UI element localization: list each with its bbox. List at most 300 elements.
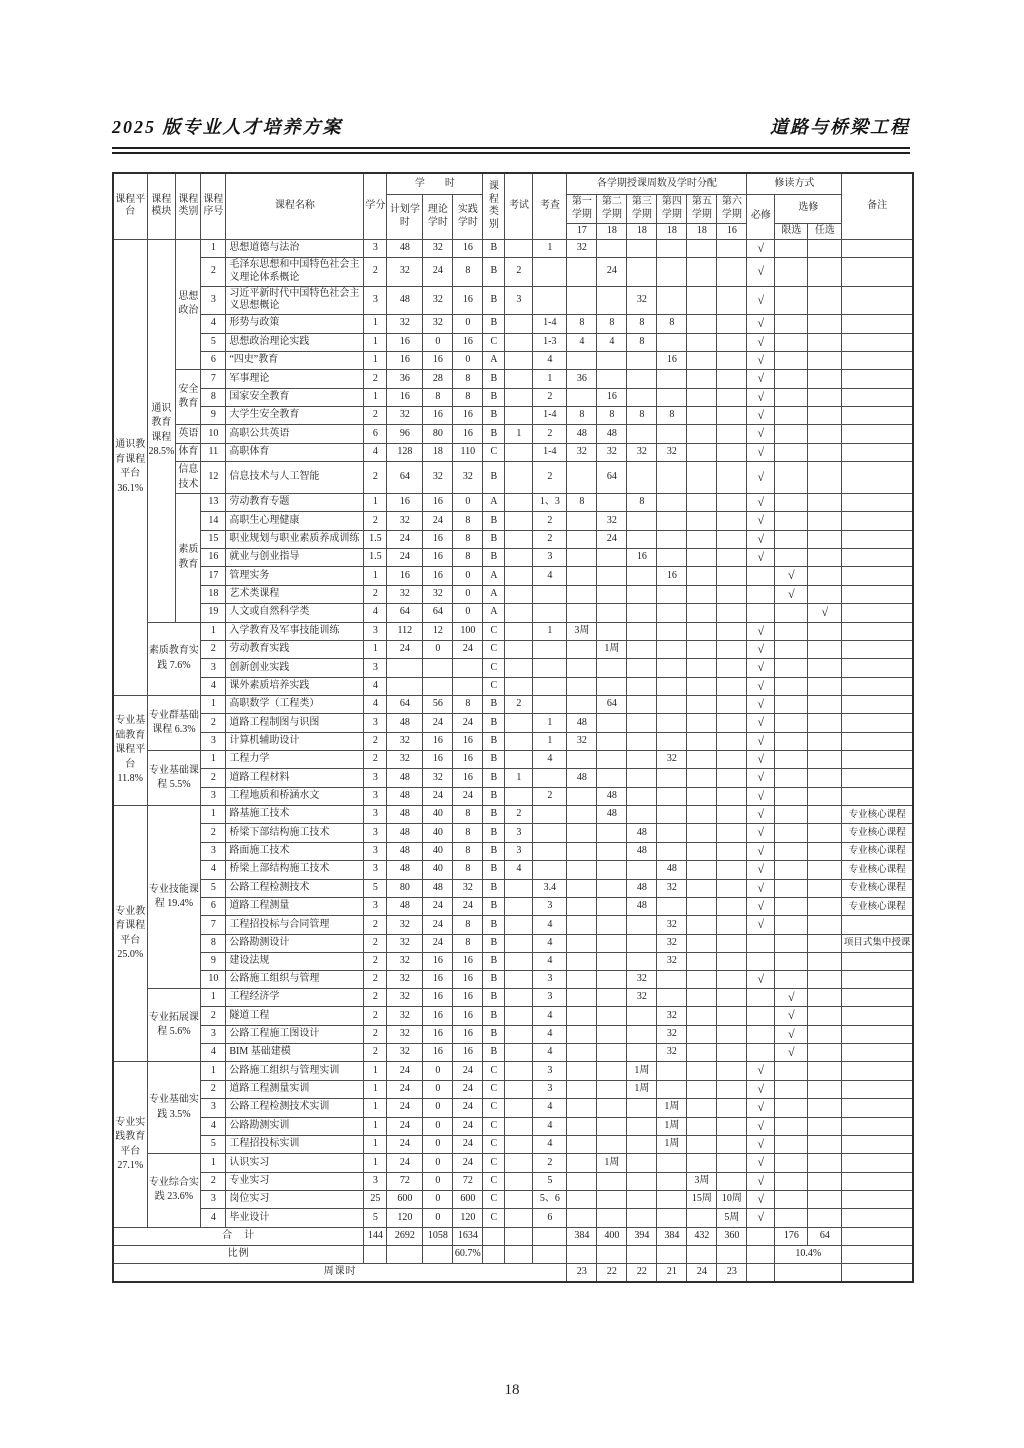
note-cell: 专业核心课程 bbox=[842, 824, 913, 842]
course-credits: 2 bbox=[364, 732, 387, 750]
semester-hours-5 bbox=[687, 695, 717, 713]
semester-hours-1: 8 bbox=[567, 494, 597, 512]
semester-hours-1 bbox=[567, 934, 597, 952]
theory-hours: 0 bbox=[423, 640, 453, 658]
course-type: B bbox=[483, 714, 505, 732]
note-cell bbox=[842, 462, 913, 494]
note-cell: 项目式集中授课 bbox=[842, 934, 913, 952]
limited-check bbox=[775, 286, 808, 315]
theory-hours: 0 bbox=[423, 1099, 453, 1117]
semester-hours-3 bbox=[627, 1025, 657, 1043]
required-check: √ bbox=[747, 351, 775, 369]
course-name: 公路施工组织与管理 bbox=[226, 970, 364, 988]
required-check: √ bbox=[747, 806, 775, 824]
semester-hours-5 bbox=[687, 333, 717, 351]
ratio-theory bbox=[423, 1245, 453, 1263]
theory-hours: 0 bbox=[423, 1135, 453, 1153]
practice-hours: 600 bbox=[453, 1190, 483, 1208]
limited-check bbox=[775, 695, 808, 713]
category-cell: 英语 bbox=[176, 425, 201, 443]
course-credits: 3 bbox=[364, 787, 387, 805]
semester-hours-1: 3周 bbox=[567, 622, 597, 640]
semester-hours-3 bbox=[627, 861, 657, 879]
course-seq: 1 bbox=[201, 989, 226, 1007]
course-type: B bbox=[483, 1025, 505, 1043]
limited-check bbox=[775, 1117, 808, 1135]
limited-check bbox=[775, 842, 808, 860]
check-semester: 4 bbox=[533, 916, 567, 934]
optional-check bbox=[808, 1135, 842, 1153]
practice-hours: 8 bbox=[453, 695, 483, 713]
semester-hours-1 bbox=[567, 1080, 597, 1098]
required-check: √ bbox=[747, 824, 775, 842]
exam-semester: 3 bbox=[505, 824, 533, 842]
total-exam bbox=[505, 1227, 533, 1245]
course-type: C bbox=[483, 659, 505, 677]
semester-hours-4 bbox=[657, 806, 687, 824]
semester-hours-2 bbox=[597, 952, 627, 970]
semester-hours-3 bbox=[627, 916, 657, 934]
check-semester bbox=[533, 861, 567, 879]
theory-hours: 80 bbox=[423, 425, 453, 443]
course-credits: 5 bbox=[364, 879, 387, 897]
semester-hours-5 bbox=[687, 494, 717, 512]
limited-check bbox=[775, 824, 808, 842]
exam-semester: 3 bbox=[505, 286, 533, 315]
theory-hours: 16 bbox=[423, 567, 453, 585]
course-row bbox=[113, 1025, 913, 1043]
course-credits: 3 bbox=[364, 861, 387, 879]
semester-hours-6 bbox=[717, 1172, 747, 1190]
semester-hours-2 bbox=[597, 659, 627, 677]
semester-hours-3: 32 bbox=[627, 443, 657, 461]
course-row bbox=[113, 1007, 913, 1025]
semester-hours-3 bbox=[627, 952, 657, 970]
note-cell bbox=[842, 443, 913, 461]
semester-hours-4: 16 bbox=[657, 351, 687, 369]
check-semester: 5、6 bbox=[533, 1190, 567, 1208]
exam-semester bbox=[505, 1172, 533, 1190]
col-header-module: 课程模块 bbox=[147, 173, 176, 239]
semester-hours-6 bbox=[717, 842, 747, 860]
weekly-elective bbox=[775, 1263, 842, 1282]
course-credits: 2 bbox=[364, 1007, 387, 1025]
semester-hours-3 bbox=[627, 732, 657, 750]
exam-semester bbox=[505, 916, 533, 934]
limited-check bbox=[775, 677, 808, 695]
course-type: B bbox=[483, 806, 505, 824]
limited-check bbox=[775, 769, 808, 787]
plan-hours: 72 bbox=[387, 1172, 423, 1190]
theory-hours: 32 bbox=[423, 286, 453, 315]
practice-hours: 24 bbox=[453, 1154, 483, 1172]
semester-hours-4 bbox=[657, 462, 687, 494]
check-semester: 6 bbox=[533, 1209, 567, 1227]
module-cell: 专业群基础课程 6.3% bbox=[147, 695, 201, 750]
semester-hours-6 bbox=[717, 512, 747, 530]
theory-hours: 16 bbox=[423, 751, 453, 769]
check-semester: 4 bbox=[533, 1025, 567, 1043]
semester-hours-4 bbox=[657, 1080, 687, 1098]
semester-hours-1 bbox=[567, 916, 597, 934]
course-name: 建设法规 bbox=[226, 952, 364, 970]
semester-hours-2 bbox=[597, 989, 627, 1007]
exam-semester bbox=[505, 1062, 533, 1080]
semester-hours-1 bbox=[567, 604, 597, 622]
course-type: B bbox=[483, 861, 505, 879]
exam-semester bbox=[505, 952, 533, 970]
semester-hours-2: 32 bbox=[597, 443, 627, 461]
col-header-optional: 任选 bbox=[808, 223, 842, 239]
course-type: B bbox=[483, 916, 505, 934]
col-header-theory-hours: 理论学时 bbox=[423, 195, 453, 240]
semester-hours-5 bbox=[687, 530, 717, 548]
course-row bbox=[113, 494, 913, 512]
semester-hours-4 bbox=[657, 425, 687, 443]
limited-check bbox=[775, 257, 808, 286]
semester-hours-1 bbox=[567, 824, 597, 842]
course-credits: 3 bbox=[364, 897, 387, 915]
course-credits: 1 bbox=[364, 640, 387, 658]
course-credits: 1 bbox=[364, 315, 387, 333]
practice-hours: 0 bbox=[453, 585, 483, 603]
course-credits: 3 bbox=[364, 286, 387, 315]
optional-check bbox=[808, 695, 842, 713]
theory-hours: 40 bbox=[423, 861, 453, 879]
course-credits: 1 bbox=[364, 1135, 387, 1153]
note-cell bbox=[842, 677, 913, 695]
course-name: 军事理论 bbox=[226, 370, 364, 388]
course-row bbox=[113, 443, 913, 461]
optional-check bbox=[808, 897, 842, 915]
course-credits: 2 bbox=[364, 1025, 387, 1043]
semester-hours-3 bbox=[627, 751, 657, 769]
semester-hours-2 bbox=[597, 239, 627, 257]
module-cell: 专业基础实践 3.5% bbox=[147, 1062, 201, 1154]
semester-hours-4 bbox=[657, 659, 687, 677]
required-check: √ bbox=[747, 530, 775, 548]
course-credits: 2 bbox=[364, 989, 387, 1007]
limited-check bbox=[775, 1154, 808, 1172]
check-semester: 3 bbox=[533, 549, 567, 567]
semester-hours-3 bbox=[627, 1172, 657, 1190]
practice-hours: 24 bbox=[453, 1099, 483, 1117]
semester-hours-5 bbox=[687, 824, 717, 842]
practice-hours: 16 bbox=[453, 1025, 483, 1043]
exam-semester bbox=[505, 388, 533, 406]
note-cell bbox=[842, 585, 913, 603]
required-check bbox=[747, 585, 775, 603]
course-credits: 3 bbox=[364, 842, 387, 860]
note-cell bbox=[842, 1025, 913, 1043]
course-row bbox=[113, 970, 913, 988]
course-row bbox=[113, 952, 913, 970]
semester-hours-4 bbox=[657, 512, 687, 530]
practice-hours: 8 bbox=[453, 530, 483, 548]
semester-hours-2 bbox=[597, 879, 627, 897]
course-name: 人文或自然科学类 bbox=[226, 604, 364, 622]
semester-hours-3: 48 bbox=[627, 824, 657, 842]
optional-check bbox=[808, 1099, 842, 1117]
course-name: 工程招投标与合同管理 bbox=[226, 916, 364, 934]
major-title: 道路与桥梁工程 bbox=[770, 117, 910, 137]
course-row bbox=[113, 286, 913, 315]
note-cell bbox=[842, 1154, 913, 1172]
plan-hours: 32 bbox=[387, 406, 423, 424]
theory-hours: 0 bbox=[423, 1062, 453, 1080]
limited-check: √ bbox=[775, 1007, 808, 1025]
optional-check bbox=[808, 1062, 842, 1080]
course-credits: 1 bbox=[364, 567, 387, 585]
course-type: C bbox=[483, 1135, 505, 1153]
semester-hours-3: 8 bbox=[627, 406, 657, 424]
practice-hours: 24 bbox=[453, 714, 483, 732]
semester-hours-4: 32 bbox=[657, 751, 687, 769]
required-check: √ bbox=[747, 640, 775, 658]
semester-hours-1 bbox=[567, 861, 597, 879]
note-cell bbox=[842, 1209, 913, 1227]
exam-semester bbox=[505, 494, 533, 512]
course-name: 劳动教育专题 bbox=[226, 494, 364, 512]
required-check bbox=[747, 989, 775, 1007]
required-check: √ bbox=[747, 1190, 775, 1208]
note-cell bbox=[842, 622, 913, 640]
semester-hours-3 bbox=[627, 425, 657, 443]
course-row bbox=[113, 806, 913, 824]
course-name: 公路工程检测技术 bbox=[226, 879, 364, 897]
semester-hours-5: 15周 bbox=[687, 1190, 717, 1208]
semester-hours-3 bbox=[627, 530, 657, 548]
course-credits: 1 bbox=[364, 1062, 387, 1080]
semester-hours-3 bbox=[627, 370, 657, 388]
semester-hours-1 bbox=[567, 388, 597, 406]
col-header-platform: 课程平台 bbox=[113, 173, 147, 239]
course-credits: 4 bbox=[364, 604, 387, 622]
semester-hours-5 bbox=[687, 512, 717, 530]
semester-hours-1 bbox=[567, 1190, 597, 1208]
semester-hours-2 bbox=[597, 970, 627, 988]
semester-hours-3: 32 bbox=[627, 989, 657, 1007]
category-cell: 安全教育 bbox=[176, 370, 201, 425]
optional-check bbox=[808, 1209, 842, 1227]
theory-hours: 32 bbox=[423, 585, 453, 603]
course-credits: 2 bbox=[364, 970, 387, 988]
ratio-required bbox=[747, 1245, 775, 1263]
note-cell bbox=[842, 1135, 913, 1153]
limited-check bbox=[775, 732, 808, 750]
col-header-semester-group: 各学期授课周数及学时分配 bbox=[567, 173, 747, 195]
course-seq: 3 bbox=[201, 842, 226, 860]
practice-hours: 0 bbox=[453, 604, 483, 622]
semester-hours-2 bbox=[597, 286, 627, 315]
semester-hours-2 bbox=[597, 585, 627, 603]
note-cell bbox=[842, 494, 913, 512]
plan-hours: 48 bbox=[387, 714, 423, 732]
note-cell bbox=[842, 1099, 913, 1117]
semester-hours-2 bbox=[597, 861, 627, 879]
total-semester-2: 400 bbox=[597, 1227, 627, 1245]
theory-hours bbox=[423, 677, 453, 695]
course-name: 工程地质和桥涵水文 bbox=[226, 787, 364, 805]
limited-check bbox=[775, 462, 808, 494]
theory-hours: 16 bbox=[423, 1025, 453, 1043]
plan-hours: 32 bbox=[387, 970, 423, 988]
theory-hours: 0 bbox=[423, 333, 453, 351]
semester-hours-6 bbox=[717, 806, 747, 824]
semester-hours-6 bbox=[717, 861, 747, 879]
exam-semester bbox=[505, 549, 533, 567]
course-name: 桥梁下部结构施工技术 bbox=[226, 824, 364, 842]
weekly-hours-semester-2: 22 bbox=[597, 1263, 627, 1282]
semester-hours-3 bbox=[627, 1135, 657, 1153]
course-credits: 2 bbox=[364, 934, 387, 952]
practice-hours: 120 bbox=[453, 1209, 483, 1227]
optional-check bbox=[808, 585, 842, 603]
course-row bbox=[113, 585, 913, 603]
theory-hours: 0 bbox=[423, 1190, 453, 1208]
course-type: A bbox=[483, 567, 505, 585]
exam-semester bbox=[505, 443, 533, 461]
semester-hours-4 bbox=[657, 1172, 687, 1190]
semester-hours-4 bbox=[657, 257, 687, 286]
course-type: C bbox=[483, 1117, 505, 1135]
semester-hours-5 bbox=[687, 443, 717, 461]
course-row bbox=[113, 769, 913, 787]
total-semester-5: 432 bbox=[687, 1227, 717, 1245]
semester-hours-5 bbox=[687, 1209, 717, 1227]
semester-hours-3: 48 bbox=[627, 897, 657, 915]
optional-check bbox=[808, 622, 842, 640]
ratio-elective: 10.4% bbox=[775, 1245, 842, 1263]
note-cell: 专业核心课程 bbox=[842, 879, 913, 897]
semester-hours-4 bbox=[657, 1190, 687, 1208]
practice-hours: 16 bbox=[453, 286, 483, 315]
limited-check bbox=[775, 970, 808, 988]
required-check: √ bbox=[747, 1172, 775, 1190]
plan-hours: 32 bbox=[387, 751, 423, 769]
semester-hours-2 bbox=[597, 677, 627, 695]
course-name: 思想政治理论实践 bbox=[226, 333, 364, 351]
semester-hours-2 bbox=[597, 604, 627, 622]
course-seq: 4 bbox=[201, 1117, 226, 1135]
semester-hours-6 bbox=[717, 333, 747, 351]
course-row bbox=[113, 530, 913, 548]
optional-check bbox=[808, 406, 842, 424]
required-check: √ bbox=[747, 512, 775, 530]
optional-check bbox=[808, 769, 842, 787]
semester-hours-4 bbox=[657, 239, 687, 257]
practice-hours: 16 bbox=[453, 1044, 483, 1062]
semester-hours-2 bbox=[597, 351, 627, 369]
semester-hours-6 bbox=[717, 315, 747, 333]
course-seq: 17 bbox=[201, 567, 226, 585]
semester-hours-2 bbox=[597, 1080, 627, 1098]
course-credits: 3 bbox=[364, 824, 387, 842]
theory-hours: 16 bbox=[423, 351, 453, 369]
semester-hours-2: 48 bbox=[597, 787, 627, 805]
semester-hours-2 bbox=[597, 567, 627, 585]
course-type: A bbox=[483, 585, 505, 603]
note-cell bbox=[842, 970, 913, 988]
practice-hours: 24 bbox=[453, 787, 483, 805]
course-seq: 9 bbox=[201, 952, 226, 970]
plan-hours bbox=[387, 677, 423, 695]
semester-hours-6 bbox=[717, 952, 747, 970]
semester-hours-5 bbox=[687, 879, 717, 897]
semester-hours-5 bbox=[687, 1007, 717, 1025]
practice-hours: 16 bbox=[453, 406, 483, 424]
exam-semester: 2 bbox=[505, 695, 533, 713]
plan-hours: 48 bbox=[387, 769, 423, 787]
col-header-semester-4: 第四学期 bbox=[657, 195, 687, 224]
course-credits: 3 bbox=[364, 622, 387, 640]
theory-hours: 40 bbox=[423, 842, 453, 860]
exam-semester bbox=[505, 462, 533, 494]
course-row bbox=[113, 695, 913, 713]
theory-hours: 16 bbox=[423, 530, 453, 548]
semester-hours-4: 8 bbox=[657, 315, 687, 333]
theory-hours: 32 bbox=[423, 315, 453, 333]
ratio-plan bbox=[387, 1245, 423, 1263]
semester-hours-4 bbox=[657, 604, 687, 622]
practice-hours: 32 bbox=[453, 462, 483, 494]
practice-hours: 0 bbox=[453, 494, 483, 512]
practice-hours: 24 bbox=[453, 1062, 483, 1080]
exam-semester bbox=[505, 714, 533, 732]
exam-semester bbox=[505, 1209, 533, 1227]
practice-hours: 8 bbox=[453, 512, 483, 530]
semester-hours-1 bbox=[567, 787, 597, 805]
required-check: √ bbox=[747, 257, 775, 286]
semester-hours-5 bbox=[687, 952, 717, 970]
limited-check bbox=[775, 879, 808, 897]
required-check bbox=[747, 1044, 775, 1062]
plan-hours: 48 bbox=[387, 824, 423, 842]
limited-check bbox=[775, 1190, 808, 1208]
category-cell: 素质教育 bbox=[176, 494, 201, 623]
semester-hours-5 bbox=[687, 370, 717, 388]
plan-hours: 32 bbox=[387, 952, 423, 970]
course-seq: 5 bbox=[201, 879, 226, 897]
optional-check bbox=[808, 494, 842, 512]
course-type: C bbox=[483, 677, 505, 695]
course-seq: 1 bbox=[201, 806, 226, 824]
category-cell: 信息技术 bbox=[176, 462, 201, 494]
semester-hours-2 bbox=[597, 494, 627, 512]
limited-check bbox=[775, 952, 808, 970]
course-credits: 2 bbox=[364, 512, 387, 530]
course-type: B bbox=[483, 315, 505, 333]
course-seq: 4 bbox=[201, 1209, 226, 1227]
semester-hours-1 bbox=[567, 549, 597, 567]
limited-check bbox=[775, 351, 808, 369]
optional-check bbox=[808, 879, 842, 897]
semester-hours-2 bbox=[597, 934, 627, 952]
limited-check bbox=[775, 239, 808, 257]
check-semester: 1-4 bbox=[533, 315, 567, 333]
course-row bbox=[113, 824, 913, 842]
limited-check bbox=[775, 1062, 808, 1080]
required-check: √ bbox=[747, 970, 775, 988]
semester-hours-2 bbox=[597, 714, 627, 732]
required-check: √ bbox=[747, 462, 775, 494]
practice-hours bbox=[453, 659, 483, 677]
semester-hours-2: 8 bbox=[597, 315, 627, 333]
note-cell bbox=[842, 425, 913, 443]
semester-hours-3 bbox=[627, 351, 657, 369]
course-row bbox=[113, 351, 913, 369]
semester-hours-2 bbox=[597, 842, 627, 860]
